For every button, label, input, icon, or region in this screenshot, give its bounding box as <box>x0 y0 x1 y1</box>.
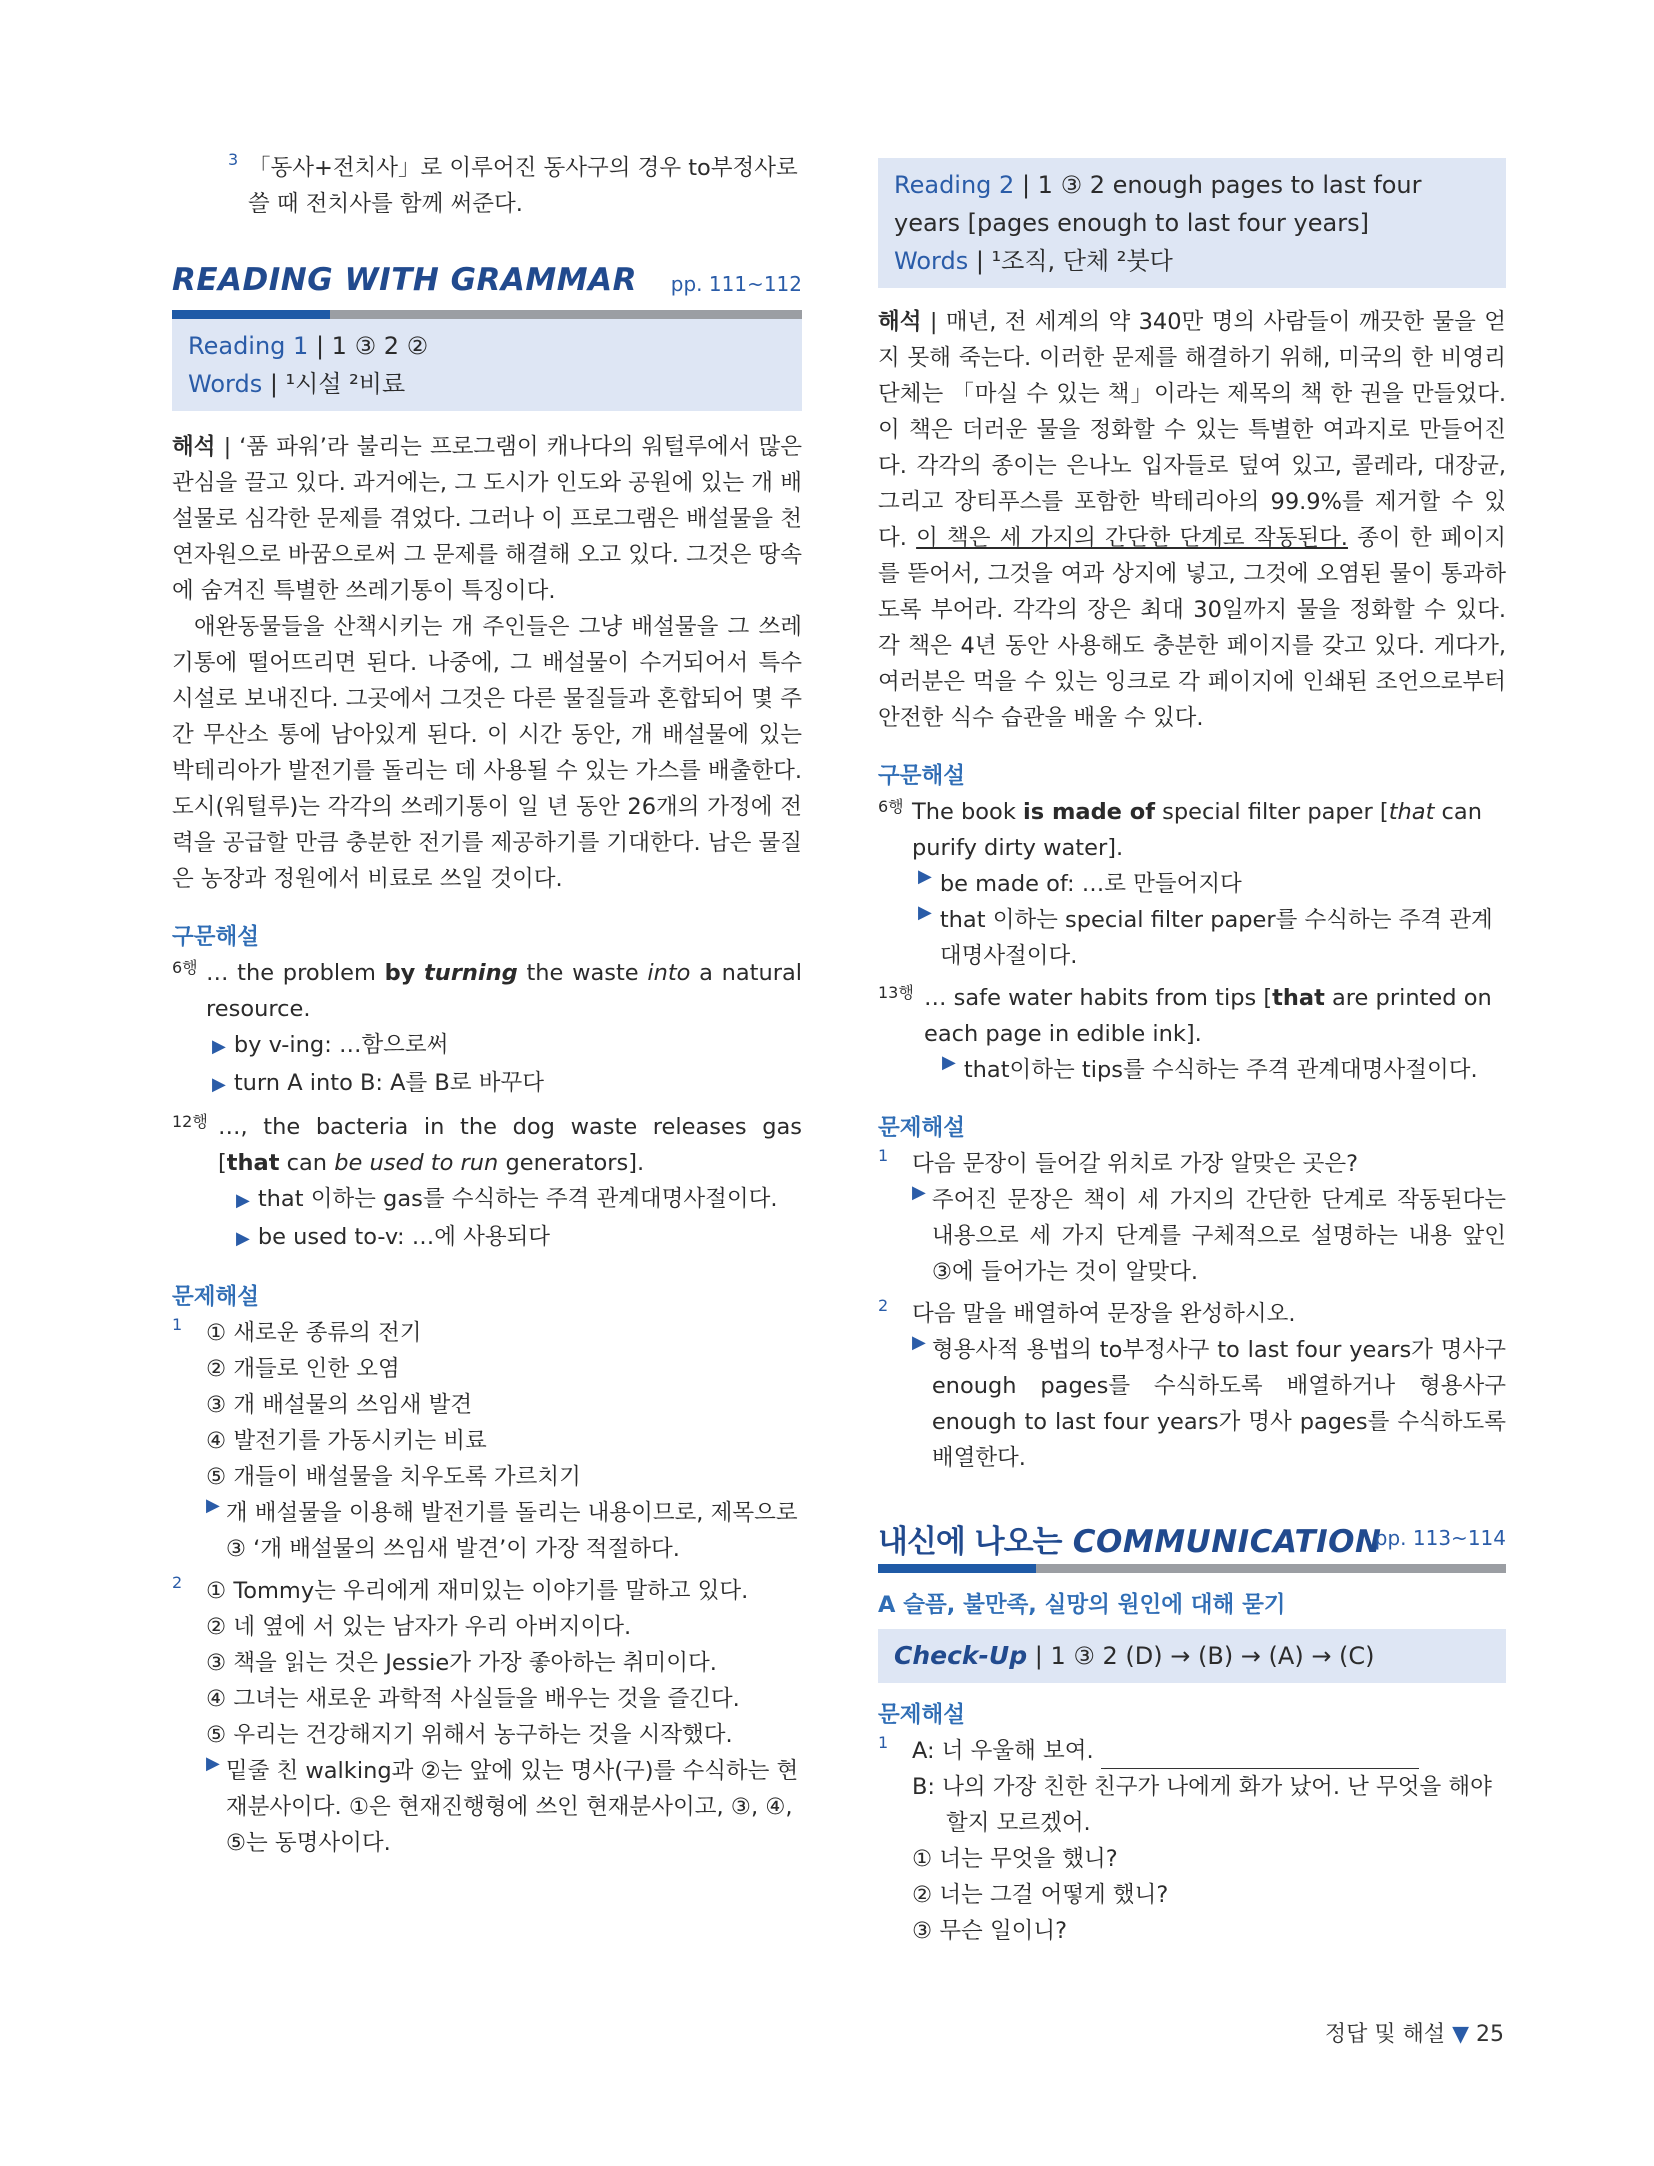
section-title: READING WITH GRAMMAR <box>172 262 637 298</box>
question-1: 1 다음 문장이 들어갈 위치로 가장 알맞은 곳은? <box>878 1146 1359 1177</box>
grammar-label: 구문해설 <box>172 924 259 950</box>
question-2: 2 ① Tommy는 우리에게 재미있는 이야기를 말하고 있다. ② 네 옆에 서 있는 남자가 우리 아버지이다. ③ 책을 읽는 것은 Jessie가 가장 좋아하는 취미이다. ④ 그녀는 새로운 과학적 사실들을 배우는 것을 즐긴다. ⑤ 우리는 건강해지기 위해서 농구하는 것을 시작했다. <box>172 1573 749 1748</box>
location-pin-icon: ▼ <box>1452 2022 1469 2047</box>
question-2-explanation: ▶ 형용사적 용법의 to부정사구 to last four years가 명사구 enough pages를 수식하도록 배열하거나 형용사구 enough to last four years가 명사 pages를 수식하도록 배열한다. <box>912 1332 1506 1471</box>
grammar-note: ▶ by v-ing: …함으로써 <box>212 1032 449 1058</box>
translation-reading2: 해석 | 매년, 전 세계의 약 340만 명의 사람들이 깨끗한 물을 얻지 못해 죽는다. 이러한 문제를 해결하기 위해, 미국의 한 비영리 단체는 「마실 수 있는 책」이라는 제목의 책 한 권을 만들었다. 이 책은 더러운 물을 정화할 수 있는 특별한 여과지로 만들어진다. 각각의 종이는 은나노 입자들로 덮여 있고, 콜레라, 대장균, 그리고 장티푸스를 포함한 박테리아의 99.9%를 제거할 수 있다. 이 책은 세 가지의 간단한 단계로 작동된다. 종이 한 페이지를 뜯어서, 그것을 여과 상지에 넣고, 그것에 오염된 물이 통과하도록 부어라. 각각의 장은 최대 30일까지 물을 정화할 수 있다. 각 책은 4년 동안 사용해도 충분한 페이지를 갖고 있다. 게다가, 여러분은 먹을 수 있는 잉크로 각 페이지에 인쇄된 조언으로부터 안전한 식수 습관을 배울 수 있다. <box>878 309 1506 731</box>
box-label-words: Words <box>188 370 263 398</box>
question-2: 2 다음 말을 배열하여 문장을 완성하시오. <box>878 1296 1296 1327</box>
checkup-box: Check-Up | 1 ③ 2 (D) → (B) → (A) → (C) <box>878 1629 1506 1683</box>
section-rule <box>878 1564 1506 1573</box>
problem-label: 문제해설 <box>172 1284 259 1310</box>
problem-label: 문제해설 <box>878 1115 965 1141</box>
question-1-explanation: ▶ 주어진 문장은 책이 세 가지의 간단한 단계로 작동된다는 내용으로 세 가지 단계를 구체적으로 설명하는 내용 앞인 ③에 들어가는 것이 알맞다. <box>912 1182 1506 1285</box>
translation-para1: 해석 | ‘품 파워’라 불리는 프로그램이 캐나다의 워털루에서 많은 관심을 끌고 있다. 과거에는, 그 도시가 인도와 공원에 있는 개 배설물로 심각한 문제를 겪었다. 그러나 이 프로그램은 배설물을 천연자원으로 바꿈으로써 그 문제를 해결해 오고 있다. 그것은 땅속에 숨겨진 특별한 쓰레기통이 특징이다. <box>172 434 802 604</box>
left-column <box>172 150 802 1861</box>
intro-text: 「동사+전치사」로 이루어진 동사구의 경우 to부정사로 쓸 때 전치사를 함께 써준다. <box>248 155 798 217</box>
subsection-a: A 슬픔, 불만족, 실망의 원인에 대해 묻기 <box>878 1592 1286 1618</box>
translation-label: 해석 <box>172 434 216 460</box>
grammar-label: 구문해설 <box>878 763 965 789</box>
dialog-question: 1 A: 너 우울해 보여. B: 나의 가장 친한 친구가 나에게 화가 났어. 난 무엇을 해야 할지 모르겠어. ① 너는 무엇을 했니? ② 너는 그걸 어떻게 했니? ③ 무슨 일이니? <box>878 1733 1492 1944</box>
page-number: 25 <box>1476 2022 1504 2047</box>
grammar-item-2: 13행 … safe water habits from tips [that are printed on each page in edible ink]. <box>878 983 1492 1047</box>
translation-para2: 애완동물들을 산책시키는 개 주인들은 그냥 배설물을 그 쓰레기통에 떨어뜨리면 된다. 나중에, 그 배설물이 수거되어서 특수 시설로 보내진다. 그곳에서 그것은 다른 물질들과 혼합되어 몇 주간 무산소 통에 남아있게 된다. 이 시간 동안, 개 배설물에 있는 박테리아가 발전기를 돌리는 데 사용될 수 있는 가스를 배출한다. 도시(워털루)는 각각의 쓰레기통이 일 년 동안 26개의 가정에 전력을 공급할 만큼 충분한 전기를 제공하기를 기대한다. 남은 물질은 농장과 정원에서 비료로 쓰일 것이다. <box>172 614 802 892</box>
grammar-item-1: 6행 The book is made of special filter paper [that can purify dirty water]. <box>878 797 1482 861</box>
section-pages: pp. 111~112 <box>670 272 802 296</box>
question-1: 1 ① 새로운 종류의 전기 ② 개들로 인한 오염 ③ 개 배설물의 쓰임새 발견 ④ 발전기를 가동시키는 비료 ⑤ 개들이 배설물을 치우도록 가르치기 <box>172 1315 581 1490</box>
box-words: | ¹시설 ²비료 <box>262 370 406 398</box>
problem-label: 문제해설 <box>878 1702 965 1728</box>
grammar-note: ▶ turn A into B: A를 B로 바꾸다 <box>212 1070 544 1096</box>
grammar-note: ▶ that 이하는 special filter paper를 수식하는 주격 관계대명사절이다. <box>918 902 1493 969</box>
grammar-note: ▶ be made of: …로 만들어지다 <box>918 866 1242 897</box>
grammar-note: ▶ that 이하는 gas를 수식하는 주격 관계대명사절이다. <box>236 1186 778 1212</box>
question-2-explanation: ▶ 밑줄 친 walking과 ②는 앞에 있는 명사(구)를 수식하는 현재분사이다. ①은 현재진행형에 쓰인 현재분사이고, ③, ④, ⑤는 동명사이다. <box>206 1753 799 1856</box>
section-rule <box>172 310 802 319</box>
intro-num: 3 <box>228 150 239 169</box>
answer-box-reading1 <box>172 319 802 411</box>
section-heading-reading <box>172 262 802 310</box>
grammar-item-2: 12행 …, the bacteria in the dog waste releases gas [that can be used to run generators]. <box>172 1112 802 1176</box>
grammar-item-1: 6행 … the problem by turning the waste into a natural resource. <box>172 958 803 1022</box>
section-heading-communication <box>878 1516 1506 1564</box>
section-title: 내신에 나오는 COMMUNICATION <box>878 1524 1382 1560</box>
answer-box-reading2: Reading 2 | 1 ③ 2 enough pages to last four years [pages enough to last four years] Words | ¹조직, 단체 ²붓다 <box>878 158 1506 288</box>
intro-note <box>228 150 802 222</box>
underlined-sentence: 이 책은 세 가지의 간단한 단계로 작동된다. <box>916 525 1348 551</box>
grammar-note: ▶ be used to-v: …에 사용되다 <box>236 1224 551 1250</box>
answer-blank <box>1101 1746 1419 1769</box>
section-pages: pp. 113~114 <box>1374 1526 1506 1550</box>
box-label-reading1: Reading 1 <box>188 332 309 360</box>
footer-label: 정답 및 해설 <box>1324 2022 1446 2047</box>
question-1-explanation: ▶ 개 배설물을 이용해 발전기를 돌리는 내용이므로, 제목으로 ③ ‘개 배설물의 쓰임새 발견’이 가장 적절하다. <box>206 1495 798 1562</box>
grammar-note: ▶ that이하는 tips를 수식하는 주격 관계대명사절이다. <box>942 1052 1478 1083</box>
right-column <box>878 158 1506 1949</box>
page-footer <box>1325 2017 1504 2048</box>
box-answers: | 1 ③ 2 ② <box>308 332 429 360</box>
